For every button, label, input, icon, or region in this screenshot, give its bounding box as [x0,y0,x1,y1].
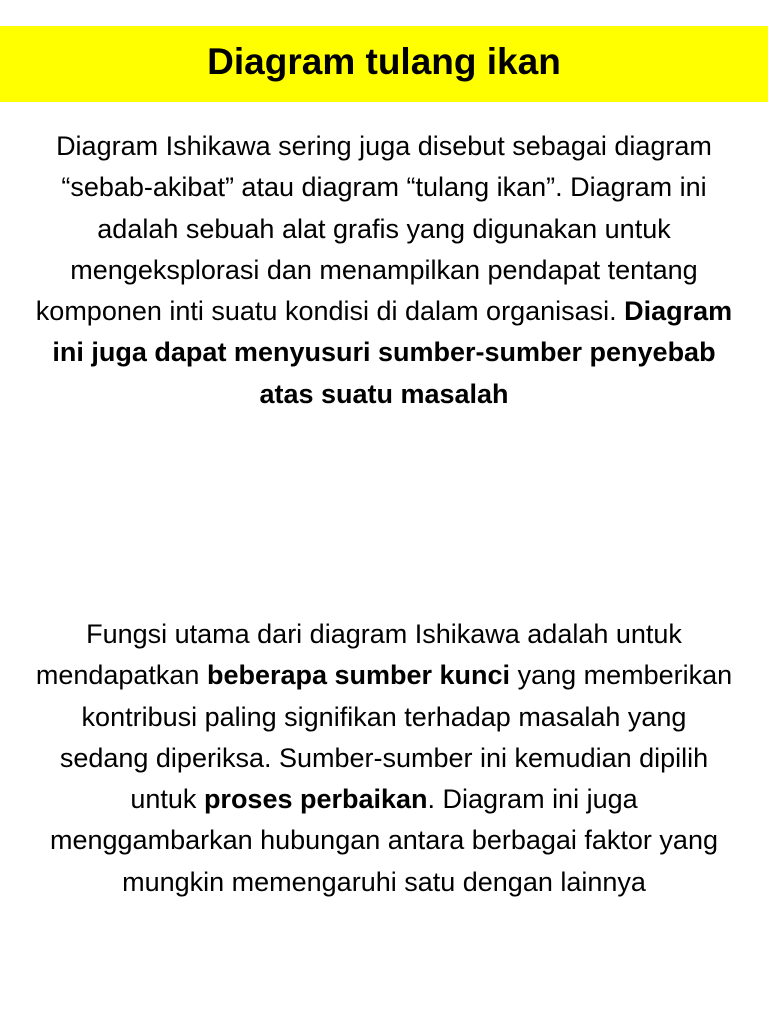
slide-title: Diagram tulang ikan [207,41,561,82]
paragraph-definition [34,126,734,415]
paragraph-function-text-1: Fungsi utama dari diagram Ishikawa adalah untuk mendapatkan [35,619,682,691]
paragraph-function-emphasis-2: proses perbaikan [203,784,428,815]
paragraph-function-text-2: yang memberikan kontribusi paling signifikan terhadap masalah yang sedang diperiksa. Sumber-sumber ini kemudian dipilih untuk [59,660,733,815]
title-banner [0,26,768,102]
paragraph-function-emphasis-1: beberapa sumber kunci [206,660,511,691]
paragraph-definition-text: Diagram Ishikawa sering juga disebut sebagai diagram “sebab-akibat” atau diagram “tulang ikan”. Diagram ini adalah sebuah alat grafis yang digunakan untuk mengeksplorasi dan menampilkan pendapat tentang komponen inti suatu kondisi di dalam organisasi. [35,131,712,327]
paragraph-definition-emphasis: Diagram ini juga dapat menyusuri sumber-sumber penyebab atas suatu masalah [52,296,733,409]
paragraph-function [34,614,734,903]
paragraph-function-text-3: . Diagram ini juga menggambarkan hubungan antara berbagai faktor yang mungkin memengaruhi satu dengan lainnya [50,784,718,897]
